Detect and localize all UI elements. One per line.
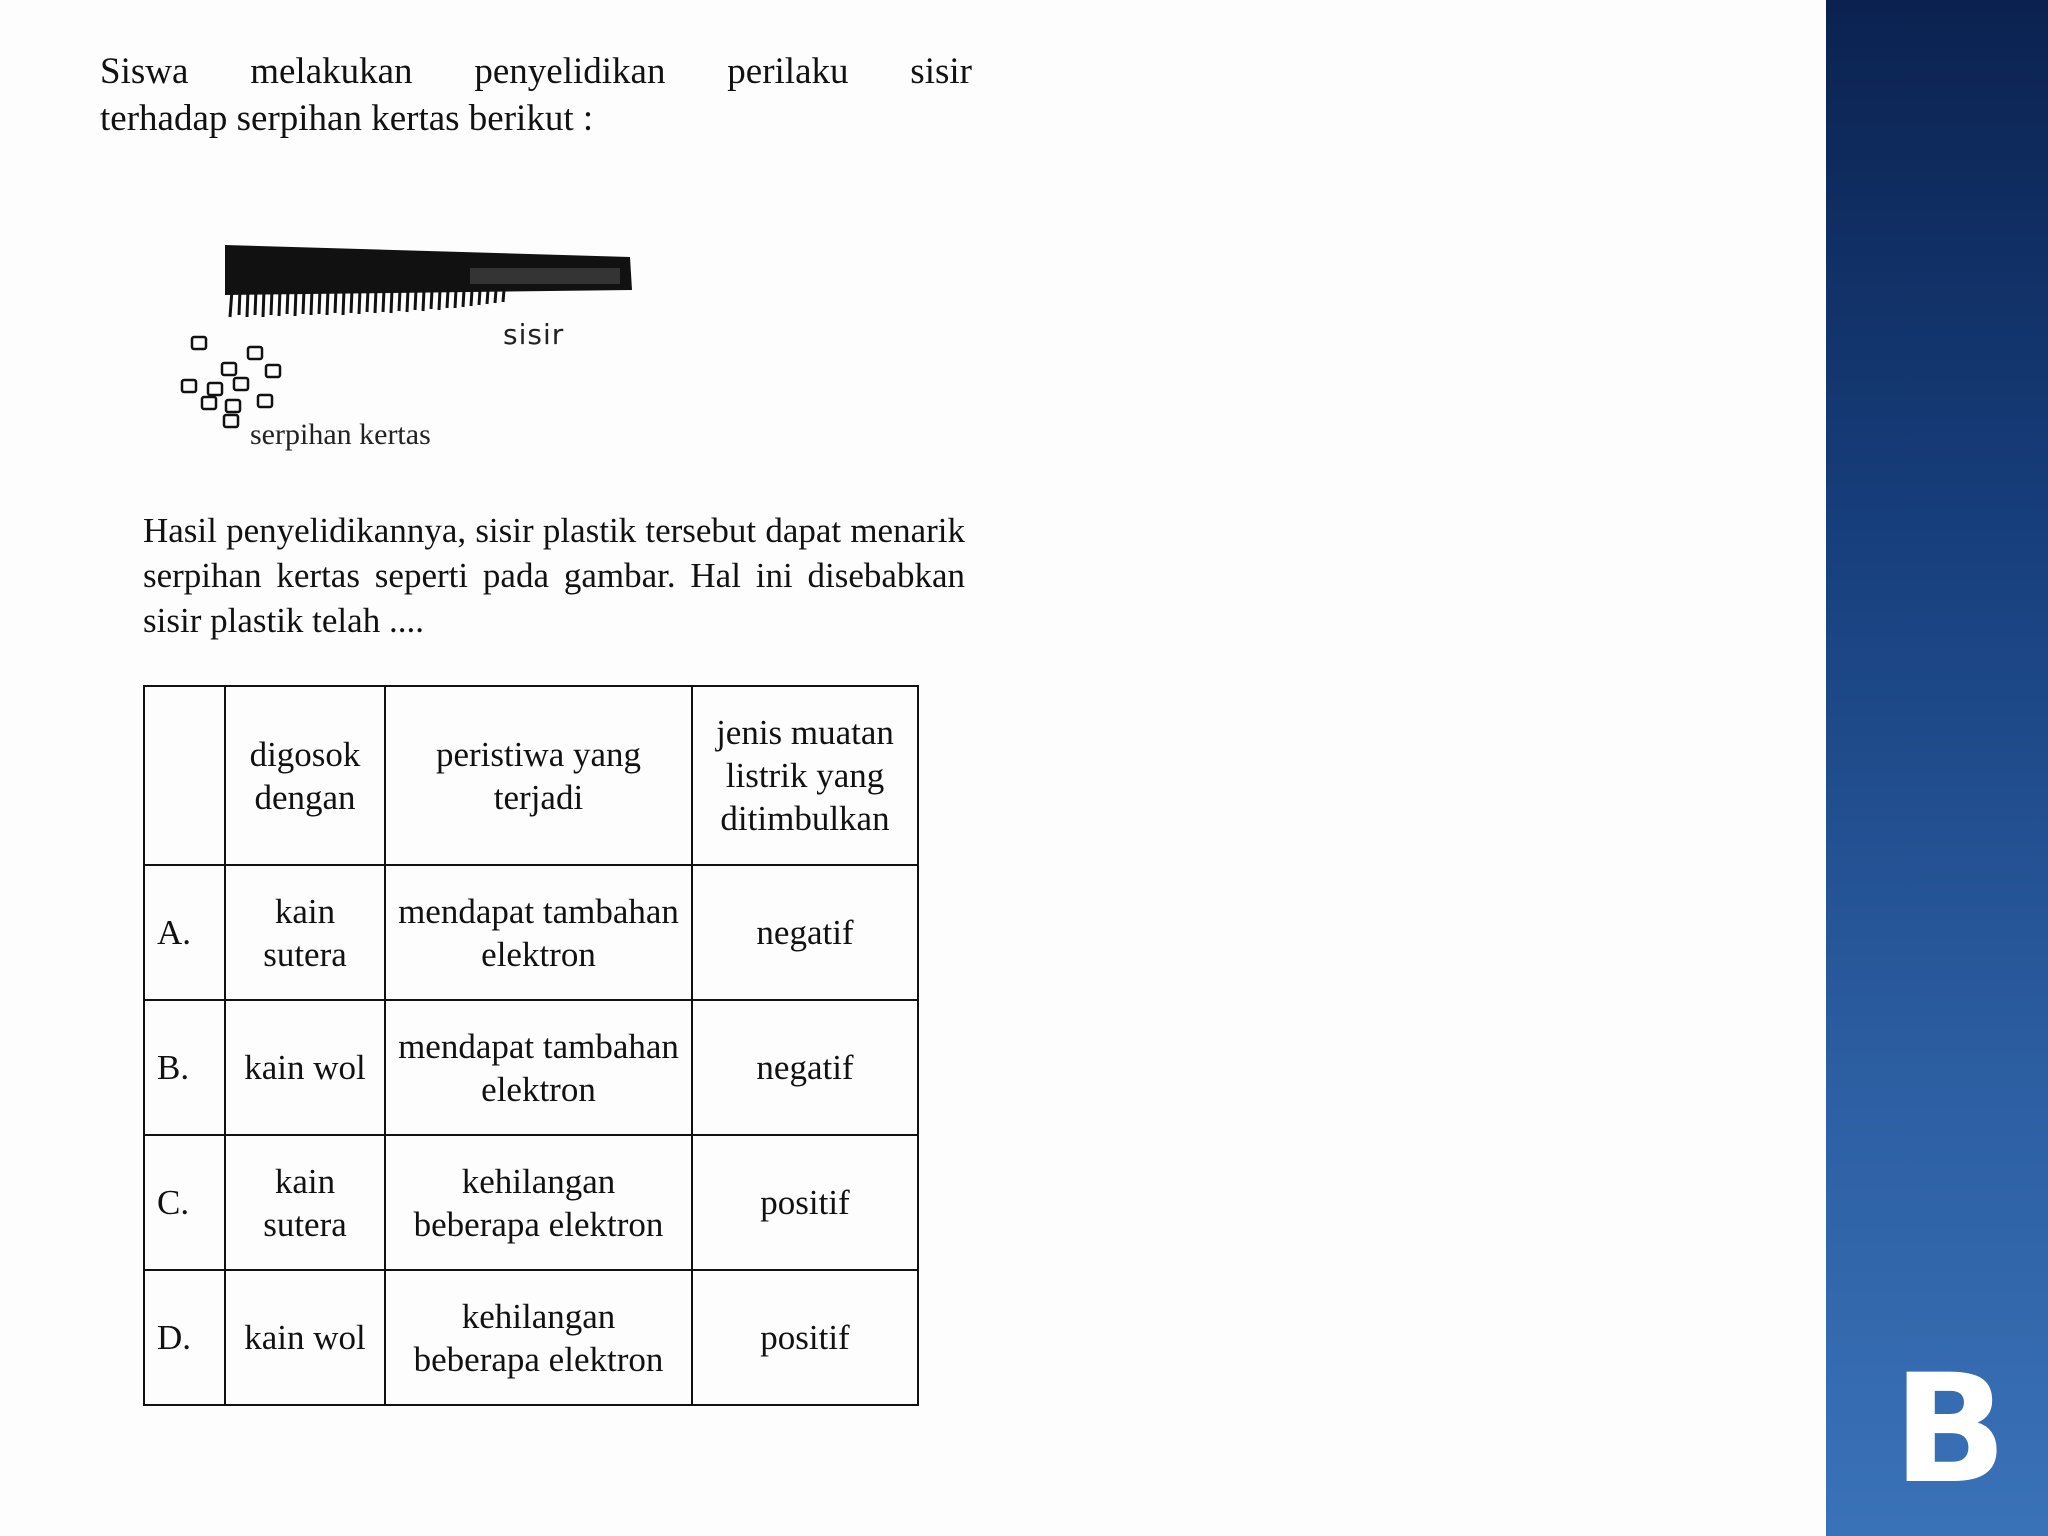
option-charge-type: negatif bbox=[692, 865, 918, 1000]
table-row[interactable] bbox=[144, 1000, 918, 1135]
option-event: mendapat tambahan elektron bbox=[385, 1000, 692, 1135]
option-event: kehilangan beberapa elektron bbox=[385, 1270, 692, 1405]
table-row[interactable] bbox=[144, 1135, 918, 1270]
table-header-cell: jenis muatan listrik yang ditimbulkan bbox=[692, 686, 918, 865]
option-letter: A. bbox=[144, 865, 225, 1000]
paper-label: serpihan kertas bbox=[250, 418, 431, 451]
question-result-text: Hasil penyelidikannya, sisir plastik tersebut dapat menarik serpihan kertas seperti pada gambar. Hal ini disebabkan sisir plastik telah .... bbox=[143, 511, 965, 640]
answer-key: B bbox=[1892, 1343, 2008, 1517]
comb-illustration bbox=[225, 245, 632, 317]
table-header-row bbox=[144, 686, 918, 865]
option-letter: D. bbox=[144, 1270, 225, 1405]
paper-pieces-illustration bbox=[182, 337, 280, 427]
question-intro-line2: terhadap serpihan kertas berikut : bbox=[100, 98, 594, 139]
option-event: kehilangan beberapa elektron bbox=[385, 1135, 692, 1270]
option-rubbed-with: kain sutera bbox=[225, 1135, 385, 1270]
question-intro-line1: Siswa melakukan penyelidikan perilaku sisir bbox=[100, 51, 972, 92]
option-rubbed-with: kain wol bbox=[225, 1270, 385, 1405]
answer-options-table bbox=[143, 685, 919, 1406]
option-charge-type: negatif bbox=[692, 1000, 918, 1135]
option-rubbed-with: kain wol bbox=[225, 1000, 385, 1135]
question-intro bbox=[100, 48, 972, 142]
option-event: mendapat tambahan elektron bbox=[385, 865, 692, 1000]
side-panel bbox=[1826, 0, 2048, 1536]
option-charge-type: positif bbox=[692, 1135, 918, 1270]
option-rubbed-with: kain sutera bbox=[225, 865, 385, 1000]
table-row[interactable] bbox=[144, 1270, 918, 1405]
option-charge-type: positif bbox=[692, 1270, 918, 1405]
table-row[interactable] bbox=[144, 865, 918, 1000]
comb-label: sisir bbox=[503, 318, 565, 351]
option-letter: C. bbox=[144, 1135, 225, 1270]
option-letter: B. bbox=[144, 1000, 225, 1135]
table-header-cell: peristiwa yang terjadi bbox=[385, 686, 692, 865]
table-header-cell bbox=[144, 686, 225, 865]
table-header-cell: digosok dengan bbox=[225, 686, 385, 865]
